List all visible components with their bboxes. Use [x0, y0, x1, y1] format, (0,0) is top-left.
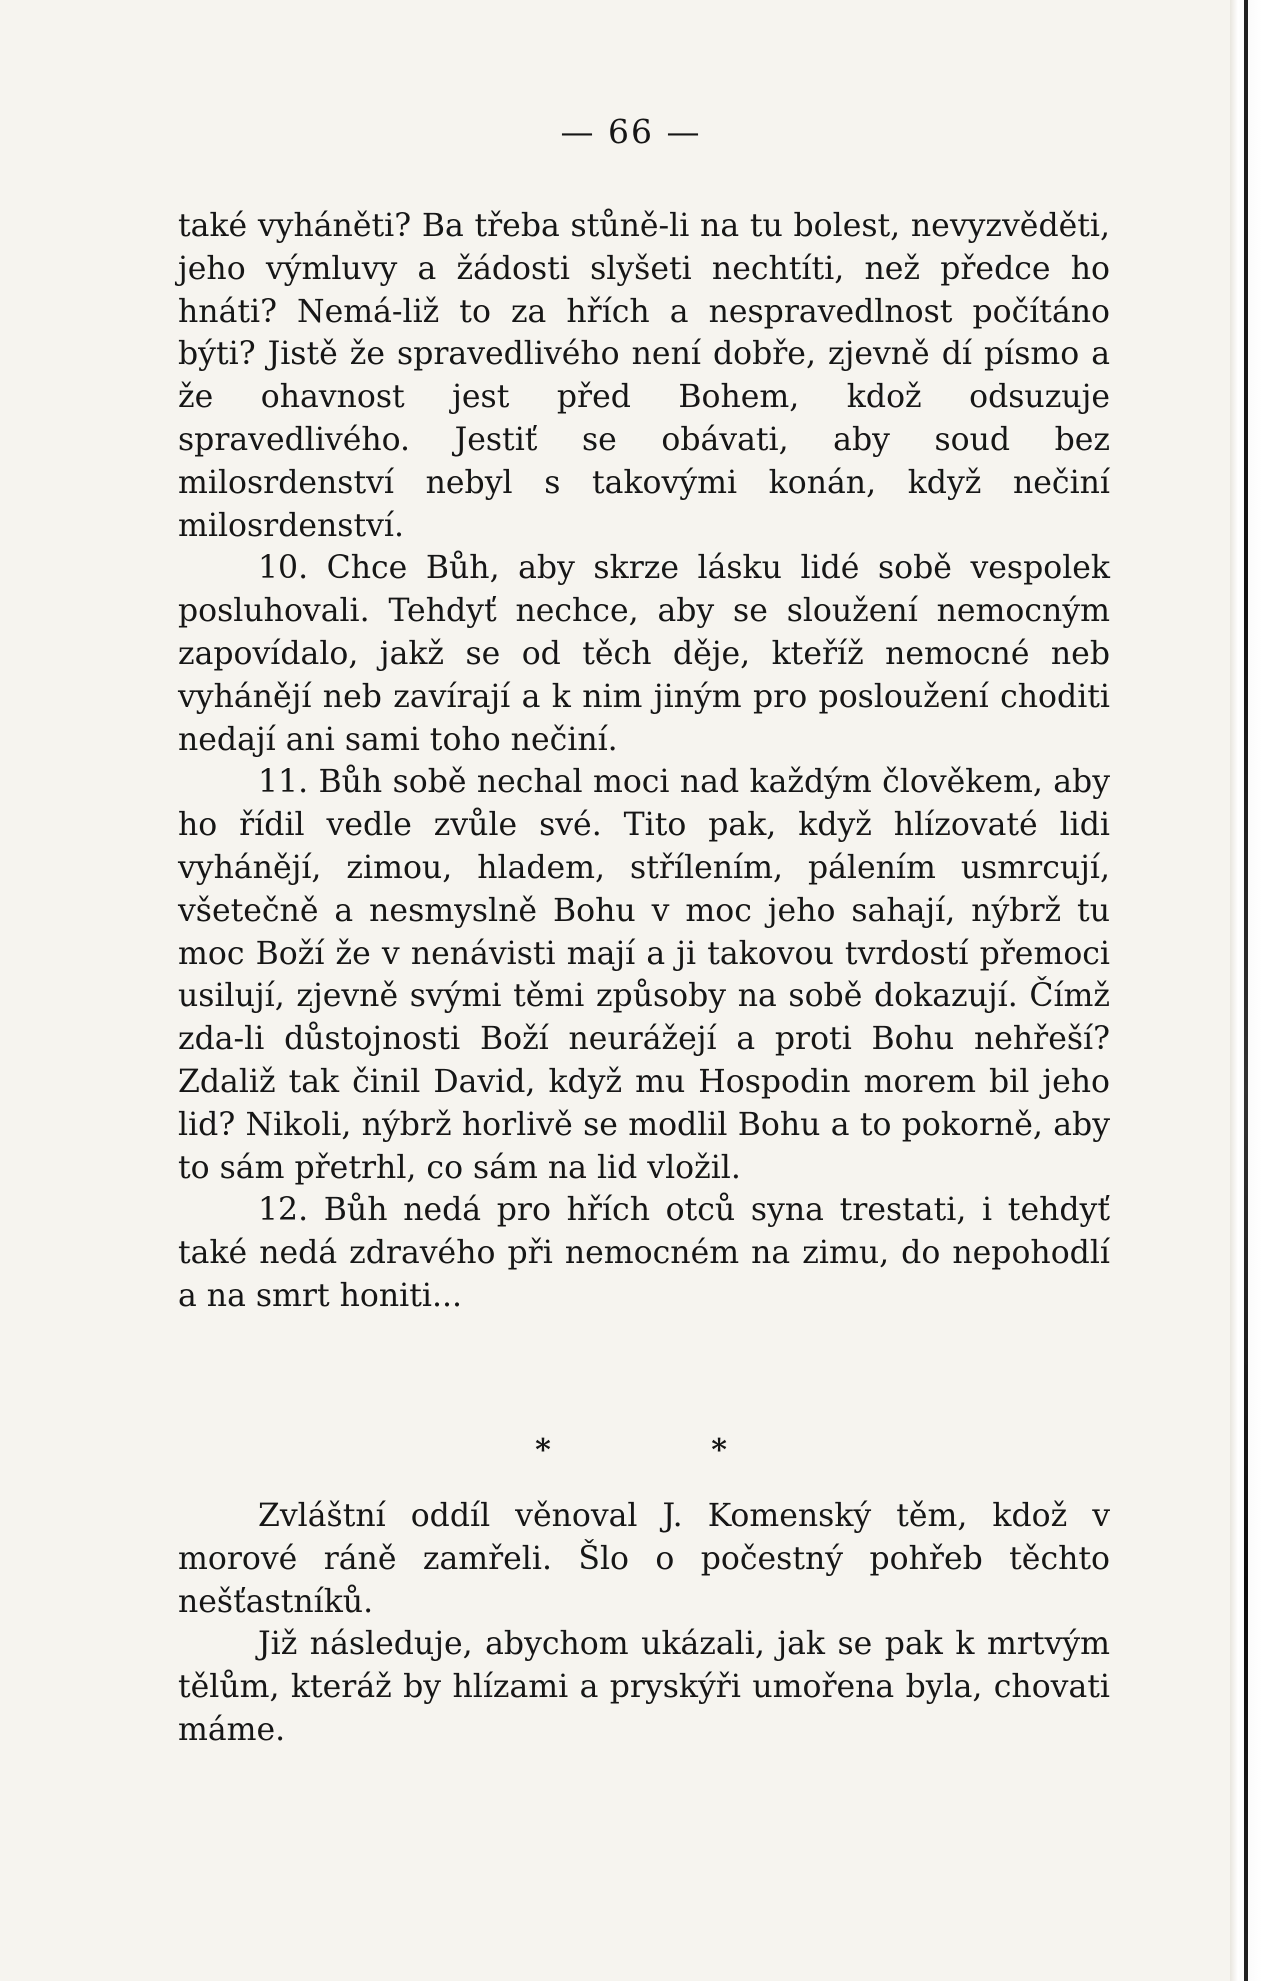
closing-text	[178, 1495, 1110, 1752]
main-text	[178, 205, 1110, 1318]
section-separator: * *	[535, 1433, 727, 1468]
paragraph-dead-bodies: Již následuje, abychom ukázali, jak se pak k mrtvým tělům, kteráž by hlízami a pryskýři umořena byla, chovati máme.	[178, 1626, 1110, 1748]
page-number: — 66 —	[560, 112, 702, 151]
paragraph-10: 10. Chce Bůh, aby skrze lásku lidé sobě vespolek posluhovali. Tehdyť nechce, aby se sloužení nemocným zapovídalo, jakž se od těch děje, kteříž nemocné neb vyhánějí neb zavírají a k nim jiným pro posloužení choditi nedají ani sami toho nečiní.	[178, 550, 1110, 758]
paragraph-11: 11. Bůh sobě nechal moci nad každým člověkem, aby ho řídil vedle zvůle své. Tito pak, když hlízovaté lidi vyhánějí, zimou, hladem, střílením, pálením usmrcují, všetečně a nesmyslně Bohu v moc jeho sahají, nýbrž tu moc Boží že v nenávisti mají a ji takovou tvrdostí přemoci usilují, zjevně svými těmi způsoby na sobě dokazují. Čímž zda-li důstojnosti Boží neurážejí a proti Bohu nehřeší? Zdaliž tak činil David, když mu Hospodin morem bil jeho lid? Nikoli, nýbrž horlivě se modlil Bohu a to pokorně, aby to sám přetrhl, co sám na lid vložil.	[178, 764, 1110, 1186]
binding-edge-line	[1244, 0, 1248, 1981]
paragraph-continuation: také vyháněti? Ba třeba stůně-li na tu bolest, nevyzvěděti, jeho výmluvy a žádosti slyšeti nechtíti, než předce ho hnáti? Nemá-liž to za hřích a nespravedlnost počítáno býti? Jistě že spravedlivého není dobře, zjevně dí písmo a že ohavnost jest před Bohem, kdož odsuzuje spravedlivého. Jestiť se obávati, aby soud bez milosrdenství nebyl s takovými konán, když nečiní milosrdenství.	[178, 208, 1110, 544]
paragraph-12: 12. Bůh nedá pro hřích otců syna trestati, i tehdyť také nedá zdravého při nemocném na zimu, do nepohodlí a na smrt honiti...	[178, 1192, 1110, 1314]
paragraph-burial: Zvláštní oddíl věnoval J. Komenský těm, kdož v morové ráně zamřeli. Šlo o počestný pohřeb těchto nešťastníků.	[178, 1498, 1110, 1620]
